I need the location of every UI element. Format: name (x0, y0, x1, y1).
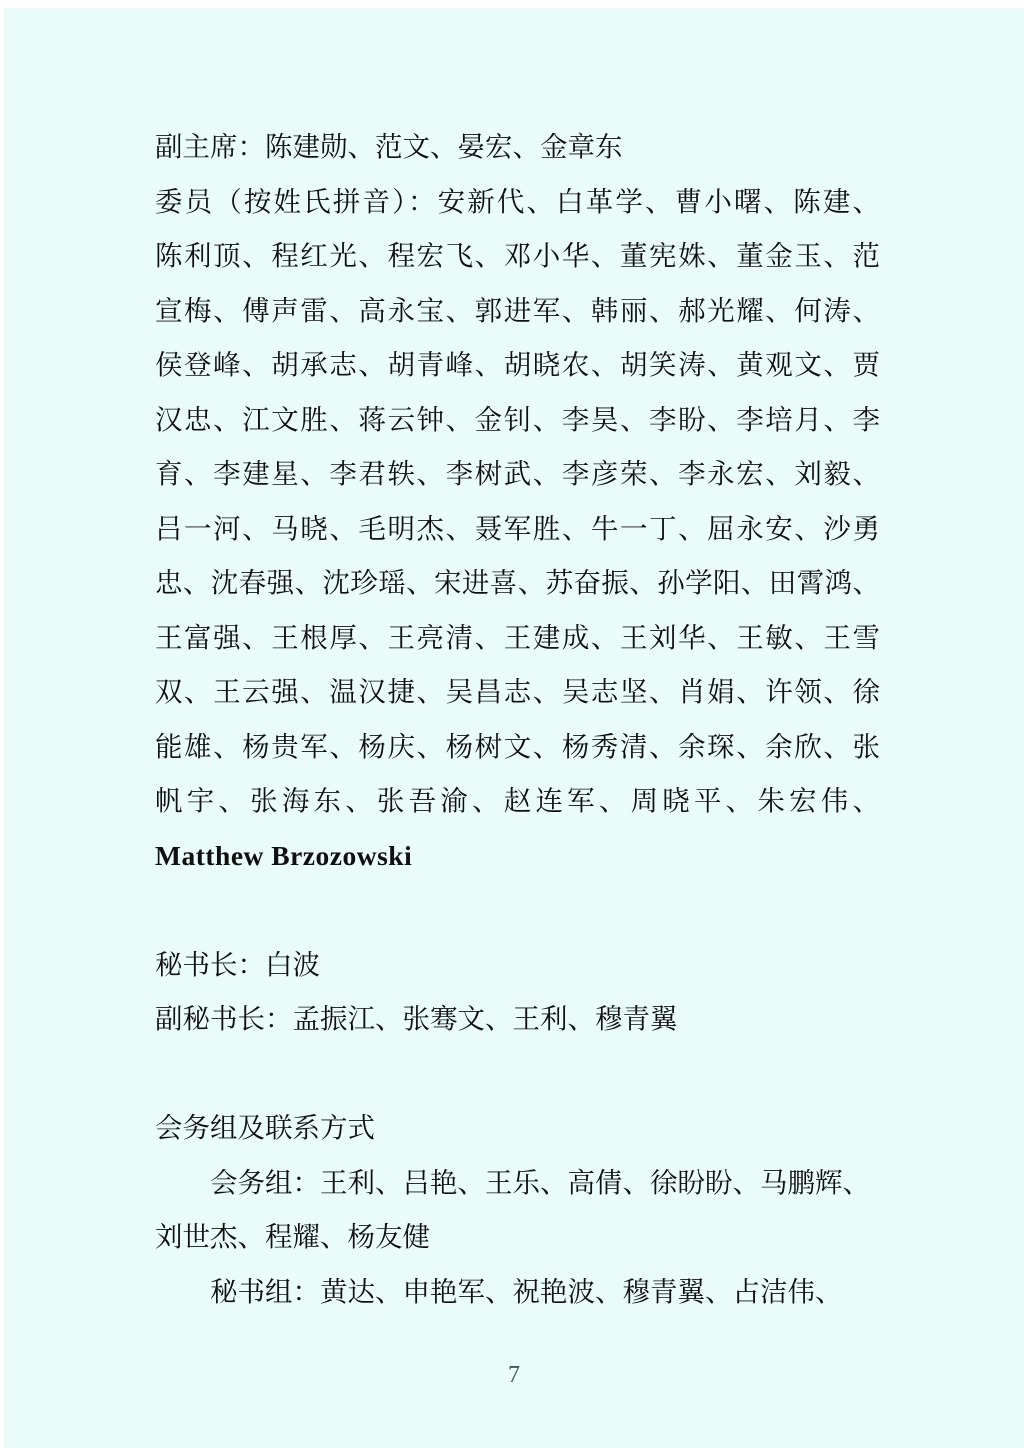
doc-line-members-2: 陈利顶、程红光、程宏飞、邓小华、董宪姝、董金玉、范 (155, 240, 880, 271)
doc-line-members-8: 忠、沈春强、沈珍瑶、宋进喜、苏奋振、孙学阳、田霄鸿、 (155, 567, 880, 598)
doc-line-vice-chairmen: 副主席：陈建勋、范文、晏宏、金章东 (155, 131, 623, 162)
text-block (155, 120, 880, 1319)
page-number: 7 (508, 1362, 520, 1388)
doc-line-english-member-name: Matthew Brzozowski (155, 839, 413, 871)
doc-line-members-3: 宣梅、傅声雷、高永宝、郭进军、韩丽、郝光耀、何涛、 (155, 294, 880, 326)
doc-line-members-5: 汉忠、江文胜、蒋云钟、金钊、李昊、李盼、李培月、李 (155, 403, 880, 435)
doc-line-members-4: 侯登峰、胡承志、胡青峰、胡晓农、胡笑涛、黄观文、贾 (155, 349, 880, 380)
doc-line-secretariat-group: 秘书组：黄达、申艳军、祝艳波、穆青翼、占洁伟、 (210, 1275, 843, 1307)
doc-line-section-heading: 会务组及联系方式 (155, 1112, 375, 1143)
doc-line-members-1: 委员（按姓氏拼音）：安新代、白革学、曹小曙、陈建、 (155, 185, 880, 217)
doc-line-members-11: 能雄、杨贵军、杨庆、杨树文、杨秀清、余琛、余欣、张 (155, 730, 880, 762)
doc-line-affairs-group-1: 会务组：王利、吕艳、王乐、高倩、徐盼盼、马鹏辉、 (210, 1166, 870, 1198)
doc-line-members-10: 双、王云强、温汉捷、吴昌志、吴志坚、肖娟、许领、徐 (155, 676, 880, 707)
doc-line-members-6: 育、李建星、李君轶、李树武、李彦荣、李永宏、刘毅、 (155, 458, 880, 489)
doc-line-members-7: 吕一河、马晓、毛明杰、聂军胜、牛一丁、屈永安、沙勇 (155, 512, 880, 544)
doc-line-affairs-group-2: 刘世杰、程耀、杨友健 (155, 1221, 430, 1252)
doc-line-deputy-secretaries: 副秘书长：孟振江、张骞文、王利、穆青翼 (155, 1003, 678, 1034)
doc-line-members-12: 帆宇、张海东、张吾渝、赵连军、周晓平、朱宏伟、 (155, 785, 880, 816)
doc-line-members-9: 王富强、王根厚、王亮清、王建成、王刘华、王敏、王雪 (155, 621, 880, 653)
document-page (4, 8, 1024, 1448)
doc-line-secretary-general: 秘书长：白波 (155, 948, 320, 980)
